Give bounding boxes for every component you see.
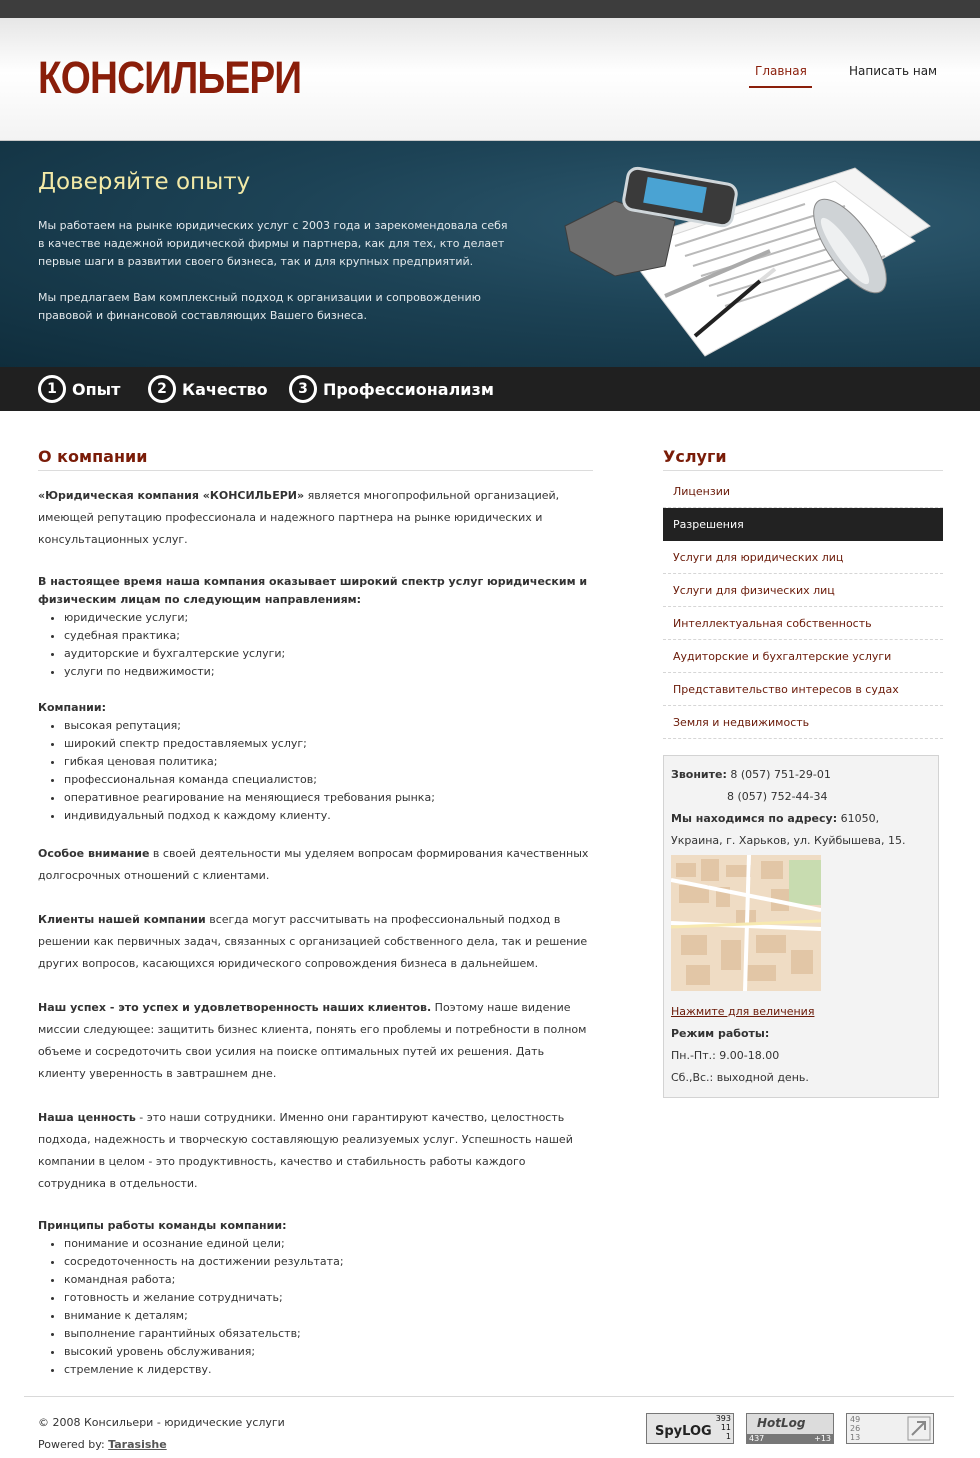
spylog-counter[interactable] — [646, 1413, 734, 1444]
list-item: • судебная практика; — [64, 627, 593, 645]
footer-divider — [24, 1396, 954, 1397]
list-item: • индивидуальный подход к каждому клиенту. — [64, 807, 593, 825]
principles-title: Принципы работы команды компании: — [38, 1219, 287, 1232]
hotlog-left: 437 — [749, 1434, 765, 1443]
list-item: • оперативное реагирование на меняющиеся требования рынка; — [64, 789, 593, 807]
service-licenses[interactable]: Лицензии — [663, 475, 943, 508]
sidebar-divider — [663, 470, 943, 471]
title-divider — [38, 470, 593, 471]
service-court[interactable]: Представительство интересов в судах — [663, 673, 943, 706]
step-label: Опыт — [72, 379, 121, 399]
service-intellectual-property[interactable]: Интеллектуальная собственность — [663, 607, 943, 640]
company-list — [64, 717, 593, 825]
intro-text: является многопрофильной организацией, имеющей репутацию профессионала и надежного партнера на рынке юридических и консультационных услуг. — [38, 489, 560, 546]
contact-box — [663, 755, 939, 1098]
hero-paragraph-2: Мы предлагаем Вам комплексный подход к организации и сопровождению правовой и финансовой составляющих Вашего бизнеса. — [38, 291, 481, 322]
hero-paragraph-1: Мы работаем на рынке юридических услуг с 2003 года и зарекомендовала себя в качестве надежной юридической фирмы и партнера, как для тех, кто делает первые шаги в развитии своего бизнеса, так и для крупных предприятий. — [38, 219, 508, 268]
nav-contact[interactable]: Написать нам — [849, 64, 938, 78]
directions-title: В настоящее время наша компания оказывает широкий спектр услуг юридическим и физическим лицам по следующим направлениям: — [38, 575, 588, 606]
list-item: • сосредоточенность на достижении результата; — [64, 1253, 593, 1271]
step-professionalism — [289, 375, 494, 403]
hero-title: Доверяйте опыту — [38, 169, 251, 195]
service-individuals[interactable]: Услуги для физических лиц — [663, 574, 943, 607]
step-experience — [38, 375, 120, 403]
address: Мы находимся по адресу: 61050, Украина, г. Харьков, ул. Куйбышева, 15. — [671, 812, 906, 847]
list-item: • готовность и желание сотрудничать; — [64, 1289, 593, 1307]
clients-paragraph: Клиенты нашей компании всегда могут рассчитывать на профессиональный подход в решении как первичных задач, связанных с организацией собственного дела, так и решение других вопросов, касающихся юридического сопровождения бизнеса в дальнейшем. — [38, 913, 588, 970]
list-item: • командная работа; — [64, 1271, 593, 1289]
hotlog-counter[interactable] — [746, 1413, 834, 1444]
powered-link[interactable]: Tarasishe — [108, 1438, 167, 1451]
hours-title: Режим работы: — [671, 1027, 770, 1040]
header — [0, 18, 980, 141]
hotlog-label: HotLog — [757, 1416, 806, 1430]
service-legal-entities[interactable]: Услуги для юридических лиц — [663, 541, 943, 574]
documents-illustration — [555, 156, 935, 361]
list-item: • выполнение гарантийных обязательств; — [64, 1325, 593, 1343]
hotlog-right: +13 — [814, 1434, 831, 1443]
intro-paragraph — [38, 485, 593, 551]
features-bar — [0, 367, 980, 411]
service-real-estate[interactable]: Земля и недвижимость — [663, 706, 943, 739]
list-item: • широкий спектр предоставляемых услуг; — [64, 735, 593, 753]
list-item: • понимание и осознание единой цели; — [64, 1235, 593, 1253]
service-permits[interactable]: Разрешения — [663, 508, 943, 541]
map-enlarge-link[interactable]: Нажмите для величения — [671, 1005, 815, 1018]
list-item: • внимание к деталям; — [64, 1307, 593, 1325]
list-item: • аудиторские и бухгалтерские услуги; — [64, 645, 593, 663]
step-label: Качество — [182, 379, 268, 399]
list-item: • услуги по недвижимости; — [64, 663, 593, 681]
footer-copyright: © 2008 Консильери - юридические услуги — [38, 1416, 285, 1429]
principles-list — [64, 1235, 593, 1379]
map-thumbnail[interactable] — [671, 855, 821, 991]
intro-bold: «Юридическая компания «КОНСИЛЬЕРИ» — [38, 489, 305, 502]
company-title: Компании: — [38, 701, 106, 714]
list-item: • высокий уровень обслуживания; — [64, 1343, 593, 1361]
sidebar-title: Услуги — [663, 447, 727, 466]
hours-weekdays: Пн.-Пт.: 9.00-18.00 — [671, 1049, 780, 1062]
nav-home[interactable]: Главная — [755, 64, 807, 78]
hero-banner — [0, 141, 980, 367]
step-number: 1 — [38, 375, 66, 403]
list-item: • высокая репутация; — [64, 717, 593, 735]
spylog-values: 393 11 1 — [715, 1414, 731, 1441]
footer-powered: Powered by: Tarasishe — [38, 1438, 167, 1451]
phone-line-2: 8 (057) 752-44-34 — [727, 790, 828, 803]
step-number: 2 — [148, 375, 176, 403]
sidebar — [663, 446, 943, 1098]
phone-line-1: Звоните: 8 (057) 751-29-01 — [671, 768, 831, 781]
value-paragraph: Наша ценность - это наши сотрудники. Именно они гарантируют качество, целостность подхода, надежность и творческую составляющую реализуемых услуг. Успешность нашей компании в целом - это продуктивность, качество и стабильность работы каждого сотрудника в отдельности. — [38, 1111, 573, 1190]
attention-paragraph: Особое внимание в своей деятельности мы уделяем вопросам формирования качественных долгосрочных отношений с клиентами. — [38, 847, 589, 882]
list-item: • юридические услуги; — [64, 609, 593, 627]
step-label: Профессионализм — [323, 379, 494, 399]
list-item: • профессиональная команда специалистов; — [64, 771, 593, 789]
list-item: • гибкая ценовая политика; — [64, 753, 593, 771]
service-audit[interactable]: Аудиторские и бухгалтерские услуги — [663, 640, 943, 673]
arrow-icon — [907, 1416, 931, 1441]
success-paragraph: Наш успех - это успех и удовлетворенность наших клиентов. Поэтому наше видение миссии следующее: защитить бизнес клиента, понять его проблемы и потребности в полном объеме и сосредоточить свои усилия на поиске оптимальных путей их решения. Дать клиенту уверенность в завтрашнем дне. — [38, 1001, 587, 1080]
step-quality — [148, 375, 268, 403]
spylog-label: SpyLOG — [655, 1424, 712, 1439]
list-item: • стремление к лидерству. — [64, 1361, 593, 1379]
third-counter[interactable] — [846, 1413, 934, 1444]
counter-values: 49 26 13 — [850, 1415, 861, 1442]
main-content — [38, 446, 593, 1397]
hours-weekend: Сб.,Вс.: выходной день. — [671, 1071, 809, 1084]
section-title: О компании — [38, 447, 148, 466]
top-bar — [0, 0, 980, 18]
step-number: 3 — [289, 375, 317, 403]
nav-active-underline — [749, 86, 812, 88]
directions-list — [64, 609, 593, 681]
site-logo[interactable]: КОНСИЛЬЕРИ — [38, 52, 302, 103]
